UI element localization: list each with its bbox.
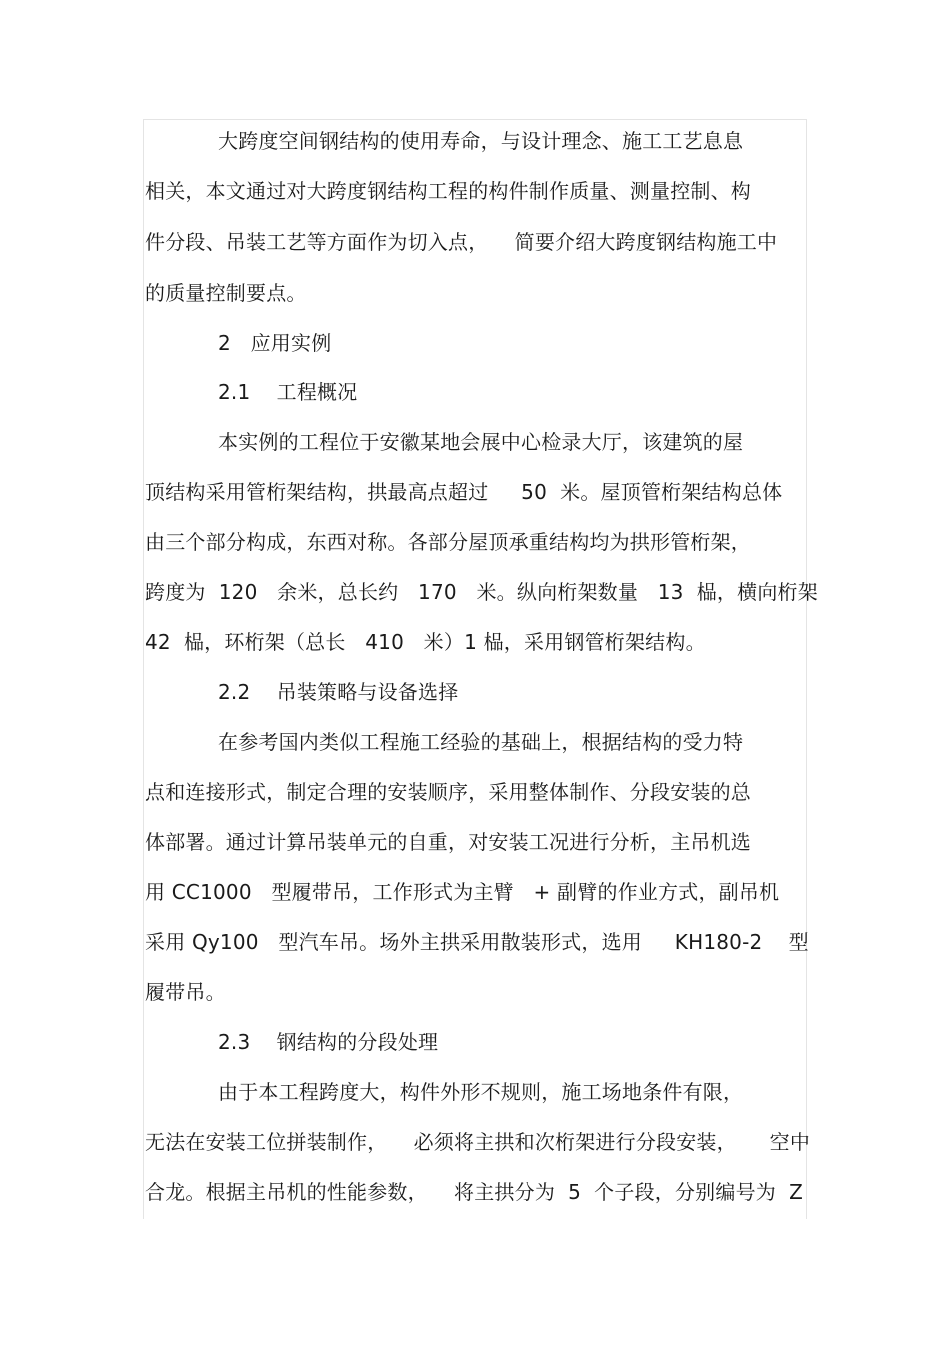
paragraph-segment-line-3: 合龙。根据主吊机的性能参数， 将主拱分为 5 个子段，分别编号为 Z: [145, 1180, 803, 1204]
paragraph-overview-line-3: 由三个部分构成，东西对称。各部分屋顶承重结构均为拱形管桁架，: [145, 530, 751, 554]
section-heading-2-2: 2.2 吊装策略与设备选择: [218, 680, 459, 704]
paragraph-lifting-line-3: 体部署。通过计算吊装单元的自重，对安装工况进行分析，主吊机选: [145, 830, 751, 854]
paragraph-intro-line-2: 相关，本文通过对大跨度钢结构工程的构件制作质量、测量控制、构: [145, 179, 751, 203]
paragraph-overview-line-2: 顶结构采用管桁架结构，拱最高点超过 50 米。屋顶管桁架结构总体: [145, 480, 783, 504]
section-heading-2: 2 应用实例: [218, 331, 332, 355]
paragraph-lifting-line-5: 采用 Qy100 型汽车吊。场外主拱采用散装形式，选用 KH180-2 型: [145, 930, 809, 954]
paragraph-lifting-line-1: 在参考国内类似工程施工经验的基础上，根据结构的受力特: [218, 730, 744, 754]
paragraph-lifting-line-6: 履带吊。: [145, 980, 226, 1004]
paragraph-intro-line-1: 大跨度空间钢结构的使用寿命，与设计理念、施工工艺息息: [218, 129, 744, 153]
paragraph-intro-line-3: 件分段、吊装工艺等方面作为切入点， 简要介绍大跨度钢结构施工中: [145, 230, 778, 254]
paragraph-lifting-line-2: 点和连接形式，制定合理的安装顺序，采用整体制作、分段安装的总: [145, 780, 751, 804]
paragraph-overview-line-4: 跨度为 120 余米，总长约 170 米。纵向桁架数量 13 榀，横向桁架: [145, 580, 818, 604]
section-heading-2-1: 2.1 工程概况: [218, 380, 358, 404]
paragraph-overview-line-5: 42 榀，环桁架（总长 410 米）1 榀，采用钢管桁架结构。: [145, 630, 706, 654]
paragraph-segment-line-1: 由于本工程跨度大，构件外形不规则，施工场地条件有限，: [218, 1080, 744, 1104]
paragraph-lifting-line-4: 用 CC1000 型履带吊，工作形式为主臂 + 副臂的作业方式，副吊机: [145, 880, 780, 904]
section-heading-2-3: 2.3 钢结构的分段处理: [218, 1030, 439, 1054]
paragraph-overview-line-1: 本实例的工程位于安徽某地会展中心检录大厅，该建筑的屋: [218, 430, 744, 454]
paragraph-intro-line-4: 的质量控制要点。: [145, 281, 307, 305]
paragraph-segment-line-2: 无法在安装工位拼装制作， 必须将主拱和次桁架进行分段安装， 空中: [145, 1130, 811, 1154]
